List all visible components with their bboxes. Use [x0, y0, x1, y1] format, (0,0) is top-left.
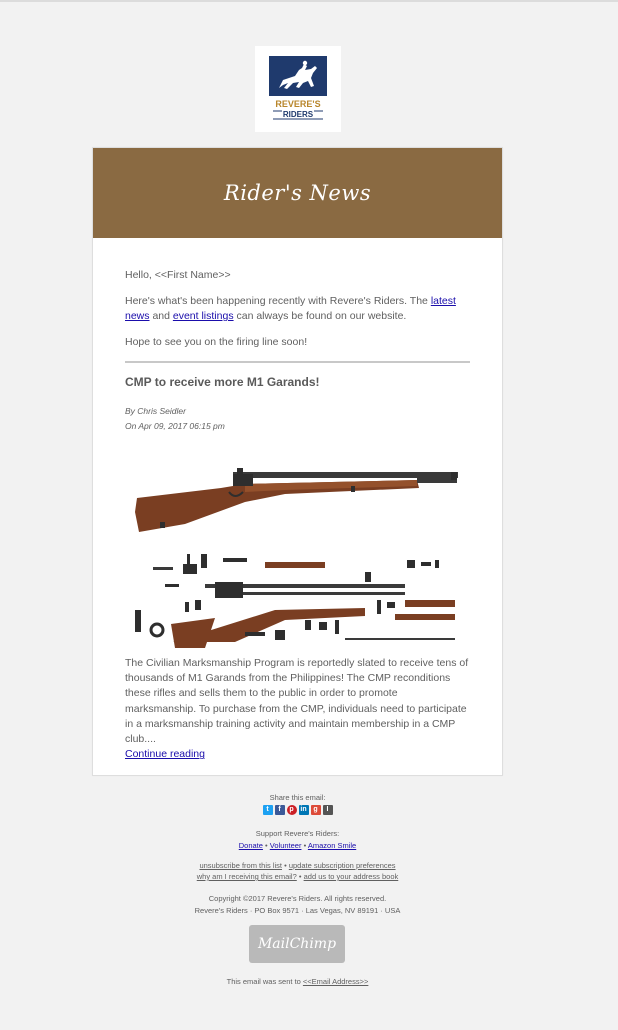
subscription-links — [92, 860, 503, 882]
google-plus-icon[interactable]: g — [311, 805, 321, 815]
share-section — [92, 793, 503, 815]
facebook-icon[interactable]: f — [275, 805, 285, 815]
logo[interactable] — [255, 46, 341, 132]
top-border — [0, 0, 618, 2]
article-title: CMP to receive more M1 Garands! — [125, 375, 320, 389]
copyright-text: Copyright ©2017 Revere's Riders. All rights reserved. — [208, 894, 387, 903]
separator: • — [265, 841, 268, 850]
article-author: By Chris Seidler — [125, 406, 186, 416]
sent-to-section — [92, 977, 503, 986]
pinterest-icon[interactable]: p — [287, 805, 297, 815]
separator: • — [303, 841, 307, 850]
mailing-address: Revere's Riders · PO Box 9571 · Las Vegas, NV 89191 · USA — [194, 906, 401, 915]
amazon-smile-link[interactable]: Amazon Smile — [307, 841, 357, 850]
continue-reading-link[interactable]: Continue reading — [125, 748, 205, 761]
event-listings-link[interactable]: event listings — [172, 310, 234, 322]
assembled-rifle — [135, 468, 458, 532]
copyright-section — [92, 893, 503, 917]
share-label: Share this email: — [269, 793, 326, 802]
newsletter-card — [92, 147, 503, 776]
email-address-link[interactable]: <<Email Address>> — [302, 977, 369, 986]
why-receiving-link[interactable]: why am I receiving this email? — [196, 872, 297, 881]
intro-text-3: can always be found on our website. — [233, 310, 407, 322]
article-body: The Civilian Marksmanship Program is reportedly slated to receive tens of thousands of M1 Garands from the Philippines! The CMP reconditions these rifles and sells them to the public in order to promote marksmanship. To purchase from the CMP, individuals need to participate in a marksmanship training activity and maintain membership in a CMP club.... — [125, 657, 469, 746]
instapaper-icon[interactable]: I — [323, 805, 333, 815]
svg-text:RIDERS: RIDERS — [282, 110, 314, 119]
intro-text-2: and — [152, 310, 173, 322]
banner-title: Rider's News — [223, 181, 372, 205]
sent-to-label: This email was sent to — [226, 977, 303, 986]
update-preferences-link[interactable]: update subscription preferences — [288, 861, 396, 870]
support-label: Support Revere's Riders: — [255, 829, 340, 838]
intro-text-1: Here's what's been happening recently with Revere's Riders. The — [125, 295, 431, 307]
disassembled-parts — [135, 554, 455, 648]
m1-garand-image — [125, 442, 470, 652]
greeting: Hello, <<First Name>> — [125, 269, 231, 281]
newsletter-content — [125, 268, 470, 762]
unsubscribe-link[interactable]: unsubscribe from this list — [199, 861, 282, 870]
closing-line: Hope to see you on the firing line soon! — [125, 336, 308, 348]
separator: • — [298, 872, 302, 881]
volunteer-link[interactable]: Volunteer — [269, 841, 302, 850]
support-links — [92, 840, 503, 852]
latest-news-link[interactable]: latest news — [125, 295, 456, 322]
linkedin-icon[interactable]: in — [300, 806, 307, 813]
svg-text:REVERE'S: REVERE'S — [275, 99, 321, 109]
support-section — [92, 828, 503, 852]
article-date: On Apr 09, 2017 06:15 pm — [125, 421, 225, 431]
intro-paragraph — [125, 294, 470, 324]
revere-riders-logo-icon — [269, 56, 327, 122]
mailchimp-badge[interactable] — [249, 925, 345, 963]
mailchimp-logo-text: MailChimp — [257, 936, 337, 952]
twitter-icon[interactable]: t — [263, 805, 273, 815]
separator: • — [284, 861, 287, 870]
share-icons — [92, 805, 503, 815]
header-banner — [93, 148, 502, 238]
add-address-book-link[interactable]: add us to your address book — [303, 872, 399, 881]
divider — [125, 361, 470, 363]
donate-link[interactable]: Donate — [238, 841, 263, 850]
